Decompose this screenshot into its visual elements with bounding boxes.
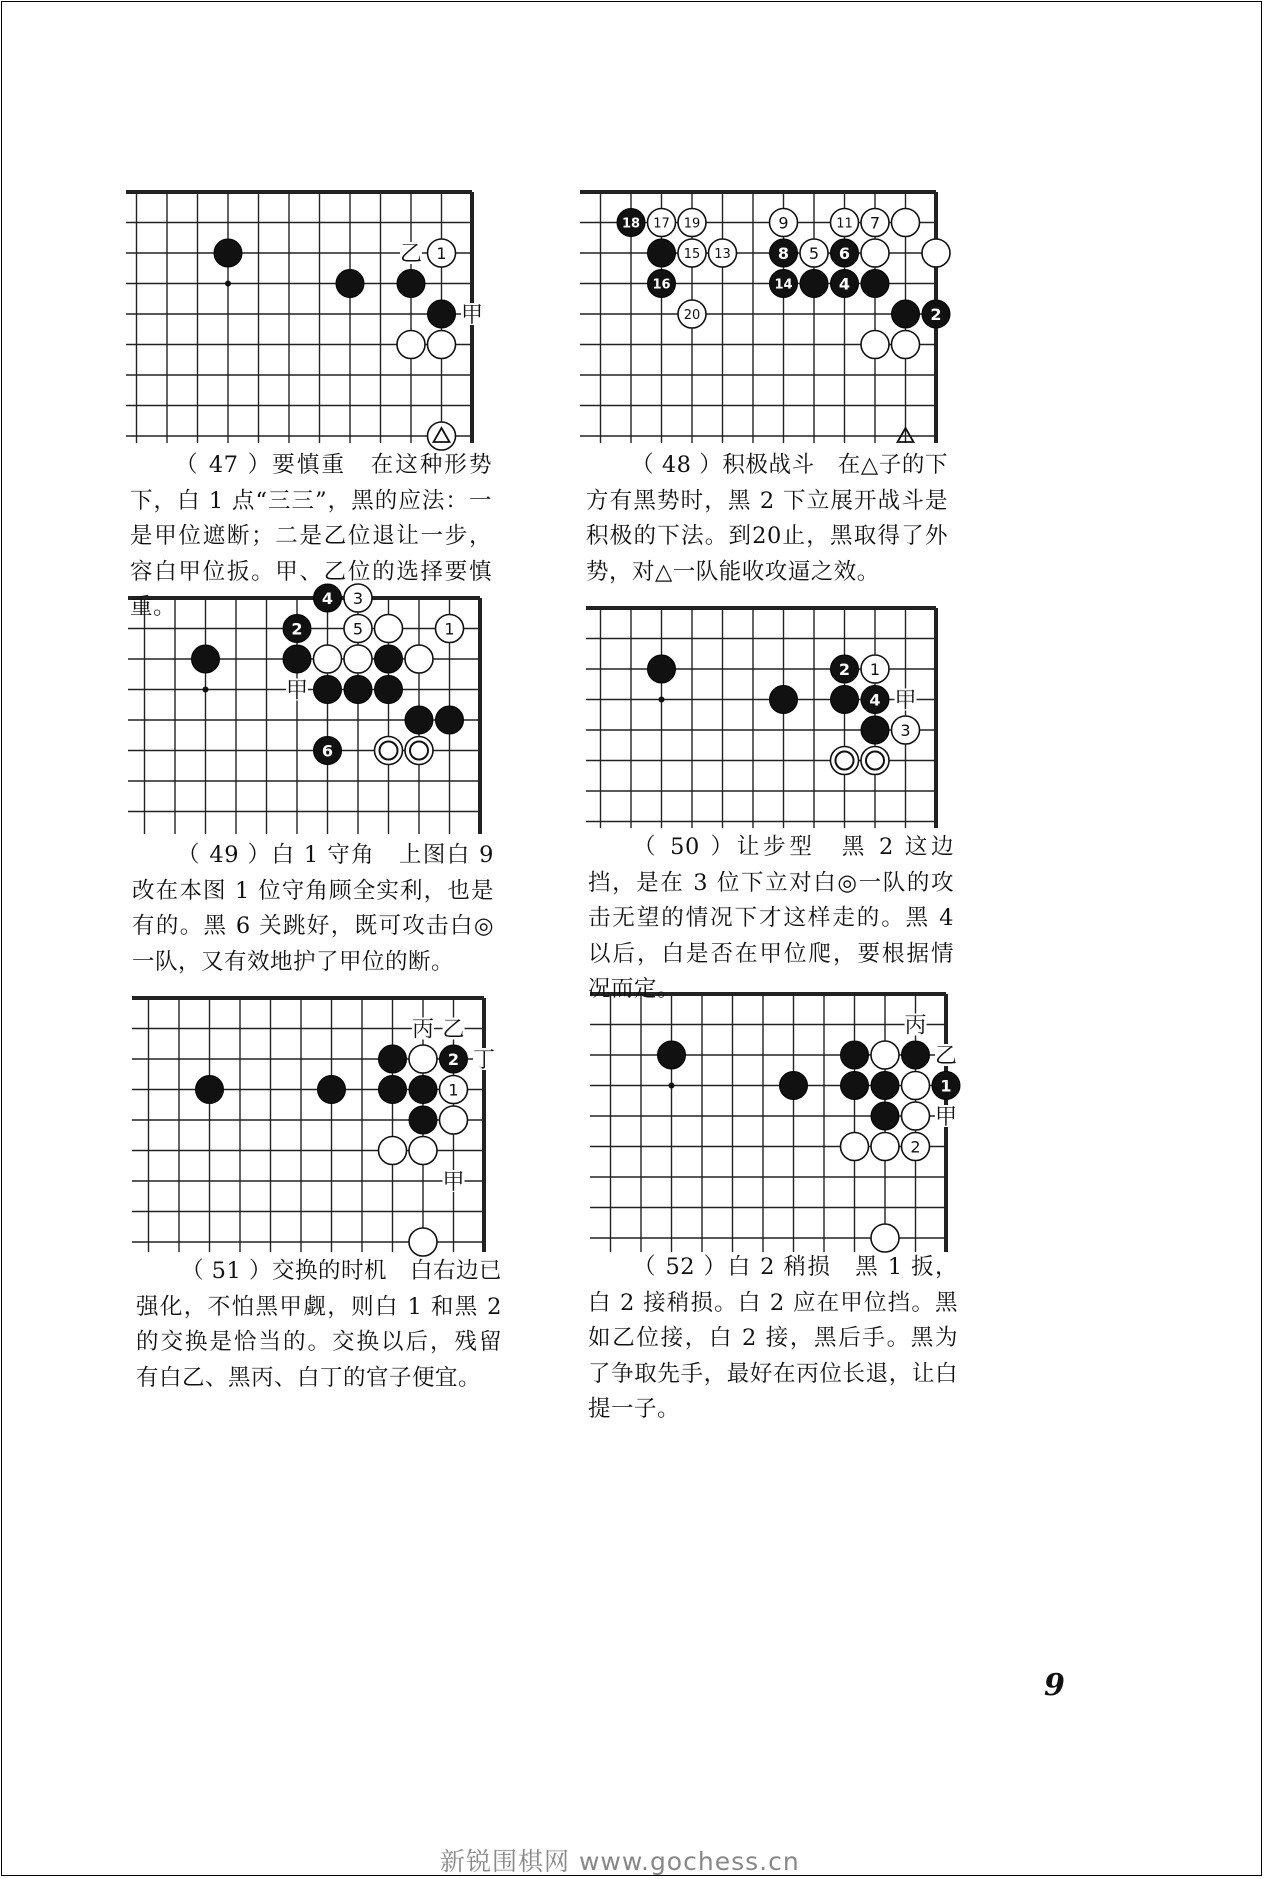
white-stone: [428, 331, 456, 359]
white-stone: [871, 1133, 899, 1161]
white-stone: [379, 1137, 407, 1165]
position-label: 乙: [399, 242, 423, 267]
black-stone-number: 1: [940, 1076, 952, 1096]
black-stone: [375, 676, 403, 704]
position-label: 甲: [285, 678, 309, 704]
black-stone: [800, 270, 828, 298]
black-stone-number: 16: [652, 277, 671, 293]
black-stone-number: 6: [321, 741, 334, 761]
go-diagram-50: [586, 604, 940, 828]
caption-50: （ 50 ）让步型 黑 2 这边挡，是在 3 位下立对白◎一队的攻击无望的情况下才这样走的。黑 4 以后，白是否在甲位爬，要根据情况而定。: [588, 834, 954, 1002]
black-stone-number: 2: [447, 1050, 460, 1069]
black-stone: [283, 645, 311, 673]
white-stone: [314, 645, 342, 673]
black-stone-number: 4: [321, 589, 334, 608]
position-label: 甲: [894, 688, 917, 714]
white-stone: [344, 645, 372, 673]
white-stone: [409, 1137, 437, 1165]
position-label: 丙: [411, 1017, 435, 1043]
black-stone: [861, 716, 889, 744]
go-diagram-52: [590, 990, 958, 1252]
white-stone-number: 5: [352, 619, 364, 639]
black-stone-number: 2: [291, 619, 303, 639]
position-label: 乙: [442, 1017, 465, 1043]
white-stone-number: 13: [714, 247, 731, 262]
black-stone: [831, 686, 859, 714]
go-diagram-47: [126, 188, 484, 443]
black-stone-number: 2: [838, 660, 851, 679]
white-stone: [892, 331, 920, 359]
white-stone: [902, 1072, 930, 1100]
white-stone-number: 3: [352, 589, 364, 608]
white-stone-number: 19: [683, 216, 701, 232]
white-stone: [902, 1102, 930, 1130]
black-stone-number: 14: [774, 277, 793, 293]
black-stone: [871, 1102, 899, 1130]
white-stone: [861, 331, 889, 359]
white-stone: [440, 1106, 468, 1134]
black-stone: [658, 1041, 686, 1069]
white-stone: [397, 331, 425, 359]
white-stone: [922, 239, 950, 267]
black-stone-number: 18: [621, 216, 641, 232]
white-stone: [409, 1045, 437, 1073]
white-stone-number: 11: [836, 216, 853, 232]
black-stone: [648, 239, 676, 267]
black-stone: [336, 270, 364, 298]
caption-49: （ 49 ）白 1 守角 上图白 9 改在本图 1 位守角顾全实利，也是有的。黑 6 关跳好，既可攻击白◎一队，又有效地护了甲位的断。: [132, 842, 494, 975]
footer-watermark: 新锐围棋网 www.gochess.cn: [440, 1847, 800, 1876]
white-stone-number: 5: [808, 244, 820, 263]
board-grid: [126, 192, 472, 443]
stones: [658, 1014, 961, 1253]
white-stone-number: 1: [869, 660, 881, 679]
black-stone: [648, 655, 676, 683]
black-stone: [318, 1076, 346, 1104]
position-label: 甲: [934, 1105, 958, 1130]
black-stone: [892, 300, 920, 328]
black-stone: [379, 1076, 407, 1104]
black-stone: [436, 706, 464, 734]
go-diagram-51: [132, 994, 496, 1252]
black-stone: [841, 1041, 869, 1069]
white-stone-number: 9: [778, 213, 789, 233]
white-stone: [409, 1228, 437, 1256]
black-stone: [344, 676, 372, 704]
black-stone: [780, 1072, 808, 1100]
small-dot: [225, 281, 231, 287]
go-diagram-49: [128, 589, 484, 834]
black-stone-number: 8: [777, 244, 790, 263]
black-stone-number: 6: [838, 244, 851, 263]
go-diagram-48: [580, 188, 940, 443]
white-stone: [871, 1041, 899, 1069]
black-stone: [902, 1041, 930, 1069]
black-stone: [397, 270, 425, 298]
white-stone-number: 15: [683, 247, 701, 262]
white-stone-number: 7: [869, 213, 881, 233]
black-stone: [196, 1076, 224, 1104]
position-label: 甲: [442, 1170, 465, 1195]
black-stone: [405, 706, 433, 734]
white-stone: [871, 1224, 899, 1252]
caption-51: （ 51 ）交换的时机 白右边已强化，不怕黑甲觑，则白 1 和黑 2 的交换是恰当的。交换以后，残留有白乙、黑丙、白丁的官子便宜。: [136, 1258, 502, 1391]
position-label: 甲: [460, 303, 484, 328]
white-stone-number: 1: [436, 244, 447, 263]
white-stone-number: 1: [444, 619, 455, 639]
black-stone-number: 4: [838, 274, 851, 294]
caption-48: （ 48 ）积极战斗 在△子的下方有黑势时，黑 2 下立展开战斗是积极的下法。到20止，黑取得了外势，对△一队能收攻逼之效。: [586, 452, 948, 585]
white-stone: [892, 209, 920, 237]
black-stone: [192, 645, 220, 673]
page-number: 9: [1044, 1668, 1065, 1703]
caption-52: （ 52 ）白 2 稍损 黑 1 扳，白 2 接稍损。白 2 应在甲位挡。黑如乙位接，白 2 接，黑后手。黑为了争取先手，最好在丙位长退，让白提一子。: [588, 1254, 958, 1422]
black-stone: [379, 1045, 407, 1073]
position-label: 丁: [472, 1048, 496, 1073]
white-stone-number: 17: [653, 216, 670, 232]
position-label: 丙: [904, 1013, 927, 1039]
position-label: 乙: [934, 1044, 958, 1069]
black-stone: [861, 270, 889, 298]
white-stone-number: 2: [910, 1137, 921, 1157]
white-stone-number: 1: [448, 1080, 459, 1100]
black-stone: [409, 1106, 437, 1134]
caption-47: （ 47 ）要慎重 在这种形势下，白 1 点“三三”，黑的应法：一是甲位遮断；二是乙位退让一步，容白甲位扳。甲、乙位的选择要慎重。: [130, 452, 492, 620]
black-stone: [770, 686, 798, 714]
black-stone-number: 4: [869, 690, 881, 710]
white-stone: [405, 645, 433, 673]
small-dot: [659, 697, 665, 703]
small-dot: [669, 1083, 675, 1089]
white-stone: [861, 239, 889, 267]
black-stone: [409, 1076, 437, 1104]
black-stone: [428, 300, 456, 328]
white-stone-number: 3: [900, 721, 911, 740]
black-stone: [841, 1072, 869, 1100]
small-dot: [203, 687, 209, 693]
white-stone-number: 20: [683, 308, 701, 323]
white-stone: [841, 1133, 869, 1161]
black-stone-number: 2: [930, 305, 942, 324]
black-stone: [375, 645, 403, 673]
black-stone: [214, 239, 242, 267]
black-stone: [314, 676, 342, 704]
board-grid: [586, 608, 936, 828]
black-stone: [871, 1072, 899, 1100]
